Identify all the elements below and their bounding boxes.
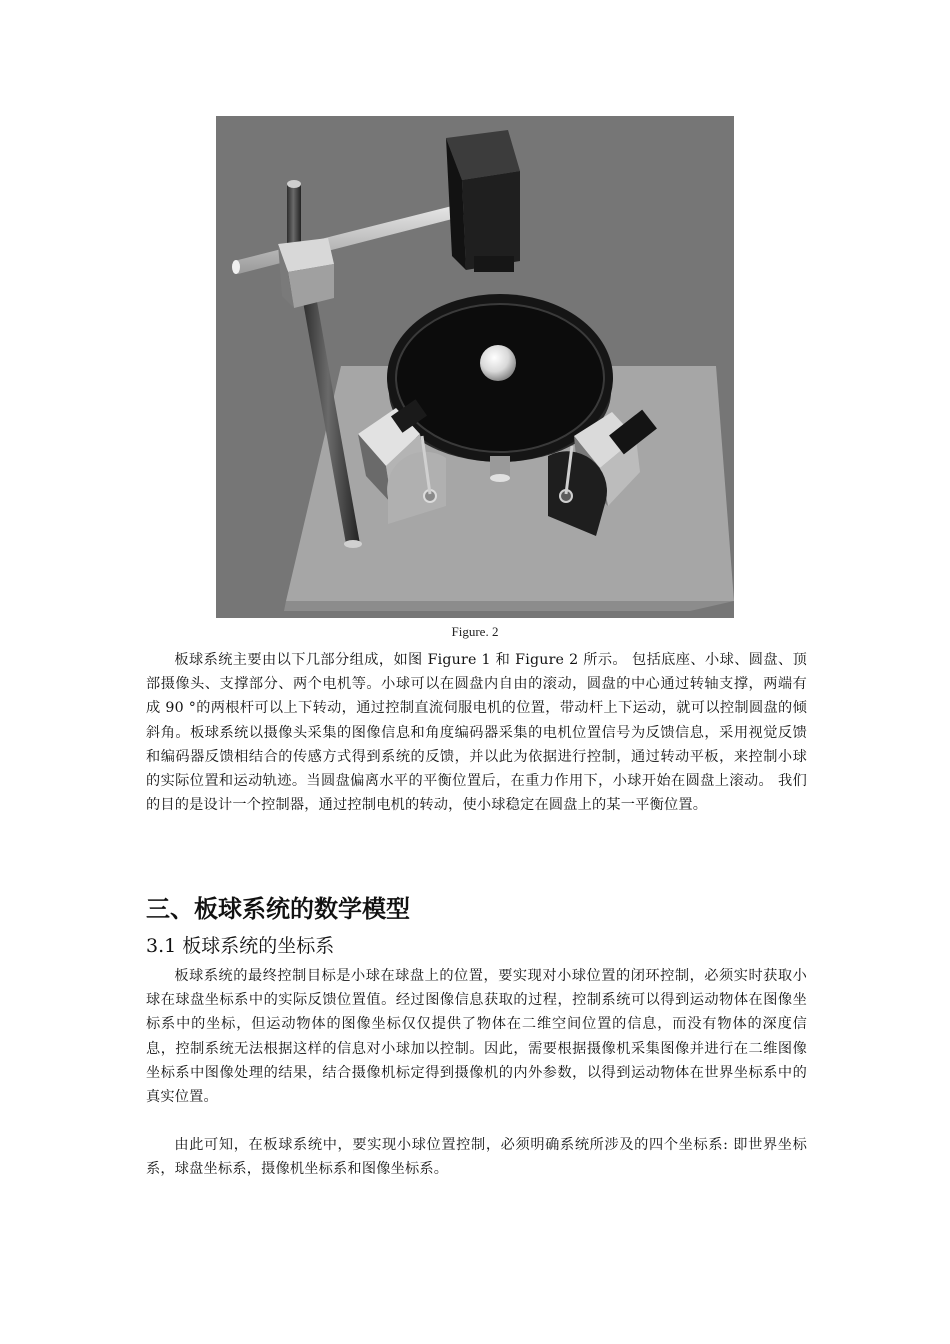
ball-plate-model-illustration — [216, 116, 734, 618]
paragraph-system-composition: 板球系统主要由以下几部分组成，如图 Figure 1 和 Figure 2 所示。 包括底座、小球、圆盘、顶部摄像头、支撑部分、两个电机等。小球可以在圆盘内自由的滚动，圆盘的中心通过转轴支撑，两端有成 90 °的两根杆可以上下转动，通过控制直流伺服电机的位置，带动杆上下运动，就可以控制圆盘的倾斜角。板球系统以摄像头采集的图像信息和角度编码器采集的电机位置信号为反馈信息，采用视觉反馈和编码器反馈相结合的传感方式得到系统的反馈，并以此为依据进行控制，通过转动平板，来控制小球的实际位置和运动轨迹。当圆盘偏离水平的平衡位置后，在重力作用下，小球开始在圆盘上滚动。 我们的目的是设计一个控制器，通过控制电机的转动，使小球稳定在圆盘上的某一平衡位置。 — [146, 652, 807, 814]
section-heading: 三、板球系统的数学模型 — [146, 895, 410, 923]
paragraph-four-coordinate-systems: 由此可知，在板球系统中，要实现小球位置控制，必须明确系统所涉及的四个坐标系: 即世界坐标系，球盘坐标系，摄像机坐标系和图像坐标系。 — [146, 1137, 807, 1178]
subsection-heading: 3.1 板球系统的坐标系 — [146, 935, 335, 957]
figure-image — [216, 116, 734, 618]
paragraph-coordinate-control: 板球系统的最终控制目标是小球在球盘上的位置，要实现对小球位置的闭环控制，必须实时获取小球在球盘坐标系中的实际反馈位置值。经过图像信息获取的过程，控制系统可以得到运动物体在图像坐标系中的坐标，但运动物体的图像坐标仅仅提供了物体在二维空间位置的信息，而没有物体的深度信息，控制系统无法根据这样的信息对小球加以控制。因此，需要根据摄像机采集图像并进行在二维图像坐标系中图像处理的结果，结合摄像机标定得到摄像机的内外参数，以得到运动物体在世界坐标系中的真实位置。 — [146, 968, 807, 1106]
figure-caption: Figure. 2 — [451, 624, 499, 639]
